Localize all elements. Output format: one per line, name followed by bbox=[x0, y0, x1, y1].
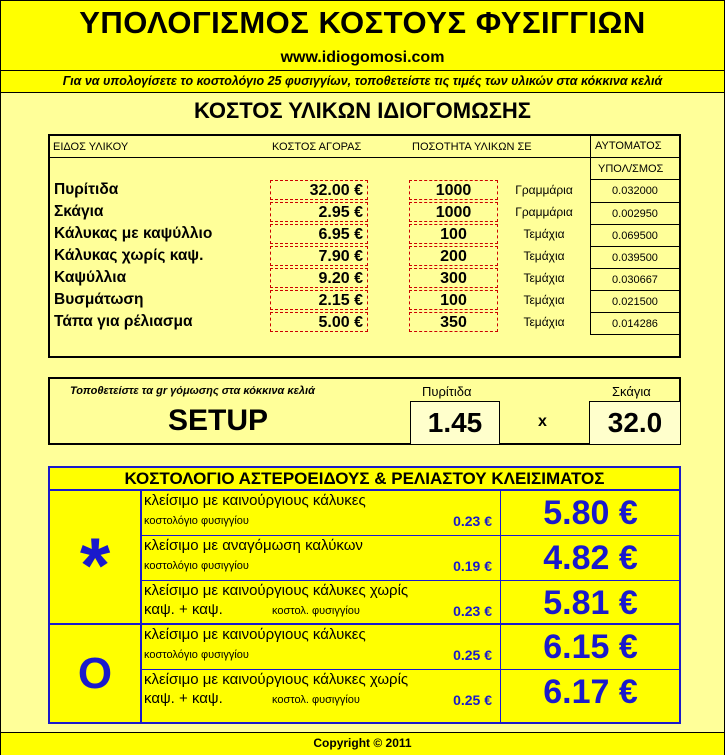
col-header-auto1: ΑΥΤΟΜΑΤΟΣ bbox=[595, 140, 662, 152]
option-row bbox=[142, 491, 679, 536]
auto-value: 0.002950 bbox=[591, 202, 679, 224]
col-header-auto2: ΥΠΟΛ/ΣΜΟΣ bbox=[598, 163, 664, 175]
cost-input[interactable]: 2.15 € bbox=[270, 290, 368, 310]
col-header-type: ΕΙΔΟΣ ΥΛΙΚΟΥ bbox=[53, 141, 129, 153]
auto-value: 0.021500 bbox=[591, 290, 679, 312]
cost-input[interactable]: 7.90 € bbox=[270, 246, 368, 266]
material-name: Πυρίτιδα bbox=[54, 181, 119, 198]
setup-instruction: Τοποθετείστε τα gr γόμωσης στα κόκκινα κελιά bbox=[70, 385, 315, 397]
cost-input[interactable]: 32.00 € bbox=[270, 180, 368, 200]
material-name: Κάλυκας χωρίς καψ. bbox=[54, 247, 204, 264]
option-label: κλείσιμο με καινούργιους κάλυκες χωρίς bbox=[144, 671, 409, 688]
option-sublabel: κοστολόγιο φυσιγγίου bbox=[144, 515, 249, 527]
divider bbox=[591, 157, 680, 158]
website-link[interactable]: www.idiogomosi.com bbox=[280, 49, 445, 66]
instructions: Για να υπολογίσετε το κοστολόγιο 25 φυσιγγίων, τοποθετείστε τις τιμές των υλικών στα κόκκινα κελιά bbox=[1, 71, 724, 93]
divider bbox=[500, 670, 501, 722]
material-name: Καψύλλια bbox=[54, 269, 127, 286]
roll-crimp-icon: O bbox=[50, 625, 142, 722]
divider bbox=[500, 625, 501, 669]
header bbox=[1, 1, 724, 71]
option-sublabel: κοστολόγιο φυσιγγίου bbox=[144, 560, 249, 572]
option-sublabel: κοστολόγιο φυσιγγίου bbox=[144, 649, 249, 661]
per-shell-cost: 0.23 € bbox=[453, 513, 492, 529]
cost-input[interactable]: 2.95 € bbox=[270, 202, 368, 222]
table-row bbox=[50, 268, 679, 290]
option-label: κλείσιμο με καινούργιους κάλυκες χωρίς bbox=[144, 582, 409, 599]
cost-input[interactable]: 6.95 € bbox=[270, 224, 368, 244]
divider bbox=[500, 491, 501, 535]
option-label-line2: καψ. + καψ. bbox=[144, 601, 223, 618]
auto-value: 0.014286 bbox=[591, 312, 679, 334]
divider bbox=[500, 581, 501, 623]
total-cost: 6.15 € bbox=[543, 628, 638, 666]
pricing-title: ΚΟΣΤΟΛΟΓΙΟ ΑΣΤΕΡΟΕΙΔΟΥΣ & ΡΕΛΙΑΣΤΟΥ ΚΛΕΙΣΙΜΑΤΟΣ bbox=[50, 468, 679, 491]
pricing-panel bbox=[48, 466, 681, 724]
qty-input[interactable]: 1000 bbox=[409, 180, 498, 200]
unit-label: Τεμάχια bbox=[523, 315, 565, 329]
auto-value: 0.069500 bbox=[591, 224, 679, 246]
qty-input[interactable]: 1000 bbox=[409, 202, 498, 222]
page-title: ΥΠΟΛΟΓΙΣΜΟΣ ΚΟΣΤΟΥΣ ΦΥΣΙΓΓΙΩΝ bbox=[79, 5, 646, 40]
table-row bbox=[50, 202, 679, 224]
setup-panel bbox=[48, 377, 681, 445]
header-divider bbox=[50, 157, 590, 158]
table-row bbox=[50, 290, 679, 312]
unit-label: Τεμάχια bbox=[523, 271, 565, 285]
per-shell-cost: 0.25 € bbox=[453, 692, 492, 708]
total-cost: 6.17 € bbox=[543, 673, 638, 711]
option-label: κλείσιμο με αναγόμωση καλύκων bbox=[144, 537, 363, 554]
materials-table bbox=[48, 134, 681, 358]
star-crimp-icon: * bbox=[50, 491, 142, 625]
copyright: Copyright © 2011 bbox=[1, 732, 724, 755]
table-row bbox=[50, 246, 679, 268]
option-sublabel: κοστολ. φυσιγγίου bbox=[272, 605, 360, 617]
option-row bbox=[142, 670, 679, 722]
unit-label: Τεμάχια bbox=[523, 293, 565, 307]
per-shell-cost: 0.25 € bbox=[453, 647, 492, 663]
material-name: Σκάγια bbox=[54, 203, 104, 220]
per-shell-cost: 0.23 € bbox=[453, 603, 492, 619]
multiply-sign: x bbox=[538, 413, 547, 430]
materials-title: ΚΟΣΤΟΣ ΥΛΙΚΩΝ ΙΔΙΟΓΟΜΩΣΗΣ bbox=[194, 98, 531, 123]
shot-input[interactable]: 32.0 bbox=[589, 401, 681, 444]
auto-value: 0.030667 bbox=[591, 268, 679, 290]
option-row bbox=[142, 625, 679, 670]
option-row bbox=[142, 536, 679, 581]
material-name: Τάπα για ρέλιασμα bbox=[54, 313, 193, 330]
material-name: Βυσμάτωση bbox=[54, 291, 144, 308]
divider bbox=[500, 536, 501, 580]
option-row bbox=[142, 581, 679, 625]
qty-input[interactable]: 200 bbox=[409, 246, 498, 266]
auto-value: 0.039500 bbox=[591, 246, 679, 268]
unit-label: Γραμμάρια bbox=[515, 205, 573, 219]
auto-value: 0.032000 bbox=[612, 185, 658, 197]
total-cost: 5.80 € bbox=[543, 494, 638, 532]
cost-input[interactable]: 9.20 € bbox=[270, 268, 368, 288]
shot-label: Σκάγια bbox=[612, 384, 651, 399]
qty-input[interactable]: 300 bbox=[409, 268, 498, 288]
cost-input[interactable]: 5.00 € bbox=[270, 312, 368, 332]
qty-input[interactable]: 100 bbox=[409, 290, 498, 310]
material-name: Κάλυκας με καψύλλιο bbox=[54, 225, 213, 242]
table-row bbox=[50, 224, 679, 246]
total-cost: 4.82 € bbox=[543, 539, 638, 577]
total-cost: 5.81 € bbox=[543, 584, 638, 622]
unit-label: Τεμάχια bbox=[523, 227, 565, 241]
table-row bbox=[50, 180, 679, 202]
option-label: κλείσιμο με καινούργιους κάλυκες bbox=[144, 492, 366, 509]
col-header-qty: ΠΟΣΟΤΗΤΑ ΥΛΙΚΩΝ ΣΕ bbox=[412, 141, 532, 153]
option-label: κλείσιμο με καινούργιους κάλυκες bbox=[144, 626, 366, 643]
powder-label: Πυρίτιδα bbox=[422, 384, 472, 399]
col-header-cost: ΚΟΣΤΟΣ ΑΓΟΡΑΣ bbox=[272, 141, 362, 153]
setup-title: SETUP bbox=[168, 404, 269, 437]
unit-label: Τεμάχια bbox=[523, 249, 565, 263]
table-row bbox=[50, 312, 679, 334]
option-sublabel: κοστολ. φυσιγγίου bbox=[272, 694, 360, 706]
qty-input[interactable]: 350 bbox=[409, 312, 498, 332]
option-label-line2: καψ. + καψ. bbox=[144, 690, 223, 707]
qty-input[interactable]: 100 bbox=[409, 224, 498, 244]
per-shell-cost: 0.19 € bbox=[453, 558, 492, 574]
unit-label: Γραμμάρια bbox=[515, 183, 573, 197]
powder-input[interactable]: 1.45 bbox=[410, 401, 500, 444]
